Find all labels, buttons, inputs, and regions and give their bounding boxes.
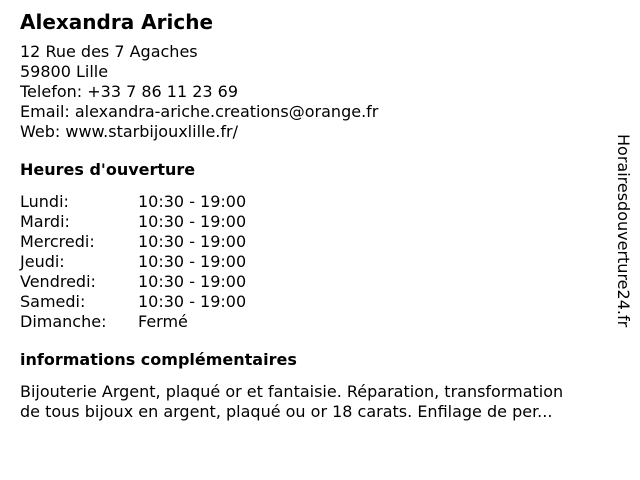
website-text: Web: www.starbijouxlille.fr/ [20, 122, 238, 141]
opening-hours-heading: Heures d'ouverture [20, 160, 196, 179]
hours-row-thursday [20, 252, 620, 272]
day-label: Samedi: [20, 292, 86, 311]
day-label: Mercredi: [20, 232, 95, 251]
time-value: 10:30 - 19:00 [138, 192, 247, 211]
day-label: Jeudi: [20, 252, 65, 271]
hours-row-monday [20, 192, 620, 212]
additional-info-text [20, 382, 640, 422]
time-value: 10:30 - 19:00 [138, 212, 247, 231]
hours-row-friday [20, 272, 620, 292]
description-line-2: de tous bijoux en argent, plaqué ou or 18 carats. Enfilage de per... [20, 402, 553, 421]
time-value: 10:30 - 19:00 [138, 292, 247, 311]
time-value: Fermé [138, 312, 188, 331]
description-line-1: Bijouterie Argent, plaqué or et fantaisie. Réparation, transformation [20, 382, 564, 401]
time-value: 10:30 - 19:00 [138, 272, 247, 291]
business-name: Alexandra Ariche [20, 10, 214, 34]
source-watermark: Horairesdouverture24.fr [614, 134, 633, 328]
phone-text: Telefon: +33 7 86 11 23 69 [20, 82, 239, 101]
day-label: Mardi: [20, 212, 70, 231]
day-label: Dimanche: [20, 312, 107, 331]
email-text: Email: alexandra-ariche.creations@orange.fr [20, 102, 379, 121]
day-label: Lundi: [20, 192, 69, 211]
business-card [20, 8, 620, 422]
additional-info-heading: informations complémentaires [20, 350, 297, 369]
hours-row-wednesday [20, 232, 620, 252]
address-city: 59800 Lille [20, 62, 109, 81]
day-label: Vendredi: [20, 272, 96, 291]
time-value: 10:30 - 19:00 [138, 252, 247, 271]
opening-hours-list [20, 192, 620, 332]
hours-row-tuesday [20, 212, 620, 232]
time-value: 10:30 - 19:00 [138, 232, 247, 251]
address-street: 12 Rue des 7 Agaches [20, 42, 198, 61]
hours-row-saturday [20, 292, 620, 312]
hours-row-sunday [20, 312, 620, 332]
